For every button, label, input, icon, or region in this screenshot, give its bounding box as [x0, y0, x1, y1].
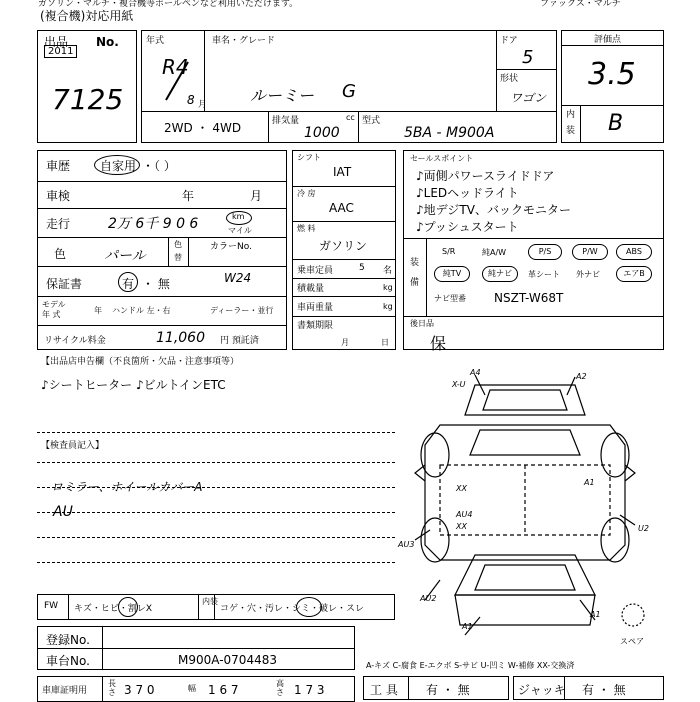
- tools-label: 工 具: [370, 683, 398, 697]
- height-value: 1 7 3: [294, 683, 325, 697]
- year-label: 年式: [146, 36, 165, 46]
- vehicle-grade: G: [342, 81, 356, 102]
- cert-row: [37, 676, 355, 702]
- ac-label: 冷 房: [297, 189, 316, 198]
- shaken-month: 月: [250, 189, 263, 203]
- damage-xx-1: XX: [456, 484, 467, 493]
- shift-label: シフト: [297, 153, 321, 162]
- lot-no-label: No.: [96, 35, 119, 49]
- car-diagram: [395, 355, 665, 655]
- registration-box: [37, 626, 355, 670]
- door-label: ドア: [500, 36, 518, 46]
- spec-box: [292, 150, 396, 350]
- damage-au2: AU2: [420, 594, 437, 603]
- shape-label: 形状: [500, 74, 519, 84]
- displacement: 1000: [304, 125, 340, 141]
- capacity-value: 5: [359, 263, 365, 273]
- color-change-2: 替: [174, 253, 182, 262]
- equip-ps: P/S: [528, 244, 562, 260]
- interior-mark: 内装: [202, 597, 218, 606]
- vehicle-box: [141, 30, 557, 143]
- km-unit: km: [232, 212, 245, 221]
- score-label: 評価点: [594, 35, 622, 45]
- score-box: [561, 30, 664, 143]
- docs-label: 書類期限: [297, 321, 334, 331]
- damage-xx-2: XX: [456, 522, 467, 531]
- color-no-label: カラーNo.: [210, 242, 252, 252]
- equip-tv: 純TV: [434, 266, 470, 282]
- damage-a2: A2: [576, 372, 587, 381]
- load-unit: kg: [383, 283, 393, 292]
- score-overall: 3.5: [588, 57, 636, 92]
- history-rest: ・（ ）: [142, 159, 176, 173]
- model-year-unit: 年: [94, 306, 102, 315]
- capacity-unit: 名: [383, 266, 393, 276]
- mileage-value: 2万 6千 9 0 6: [108, 216, 199, 232]
- displacement-label: 排気量: [272, 116, 300, 126]
- color-change-1: 色: [174, 240, 182, 249]
- cc-label: cc: [346, 113, 355, 122]
- notes-text: ♪シートヒーター ♪ビルトインETC: [41, 378, 226, 392]
- year-era: R4: [162, 55, 189, 79]
- jack-value: 有 ・ 無: [582, 683, 626, 697]
- year-month: 8: [187, 93, 195, 107]
- length-label: 長さ: [108, 679, 116, 697]
- equip-leather: 革シート: [528, 270, 560, 279]
- recycle-unit: 円 預託済: [220, 336, 259, 346]
- model-year-label-1: モデル: [42, 300, 66, 309]
- lot-year-label: 2011: [44, 45, 77, 58]
- chassis-number: M900A-0704483: [178, 653, 277, 667]
- interior-defects: コゲ・穴・汚レ・シミ・破レ・スレ: [220, 604, 365, 614]
- rear-value: 保: [430, 334, 447, 353]
- inspector-line-2: AU: [53, 504, 73, 520]
- ac-value: AAC: [329, 201, 354, 215]
- notes-label: 【出品店申告欄（不良箇所・欠品・注意事項等）: [41, 357, 240, 367]
- door-count: 5: [522, 47, 534, 68]
- lot-number: 7125: [52, 83, 124, 116]
- color-value: パール: [104, 248, 146, 264]
- equip-navi: 純ナビ: [482, 266, 518, 282]
- interior-score: B: [608, 111, 624, 136]
- fw-text: キズ・ヒビ・割レX: [74, 604, 152, 614]
- interior-label-1: 内: [566, 110, 576, 120]
- equip-aw: 純A/W: [482, 248, 507, 257]
- color-label: 色: [54, 247, 67, 261]
- equip-pw: P/W: [572, 244, 608, 260]
- recycle-label: リサイクル料金: [44, 336, 106, 346]
- equipment-label-1: 装: [410, 258, 420, 268]
- width-value: 1 6 7: [208, 683, 239, 697]
- inspector-label: 【検査員記入】: [41, 441, 105, 451]
- shift-value: IAT: [333, 165, 352, 179]
- load-label: 積載量: [297, 284, 325, 294]
- docs-month: 月: [341, 338, 349, 347]
- history-private: 自家用: [100, 159, 137, 173]
- header-line2: (複合機)対応用紙: [40, 9, 134, 23]
- notes-area: [37, 352, 395, 593]
- cert-label: 車庫証明用: [42, 686, 88, 696]
- tools-box: [363, 676, 509, 700]
- equipment-label-2: 備: [410, 278, 420, 288]
- shaken-label: 車検: [46, 189, 71, 203]
- lot-prefix: 出品: [44, 35, 69, 49]
- shape-value: ワゴン: [510, 91, 547, 105]
- damage-a1-2: A1: [462, 622, 473, 631]
- header-line1: ガソリン・マルチ・複合機等ボールペンなど利用いただけます。: [38, 0, 299, 9]
- width-label: 幅: [188, 684, 196, 693]
- damage-xu: X-U: [452, 380, 466, 389]
- height-label: 高さ: [276, 679, 284, 697]
- fuel-label: 燃 料: [297, 224, 316, 233]
- history-label: 車歴: [46, 159, 71, 173]
- dealer-type: ディーラー・並行: [210, 306, 274, 315]
- fuel-value: ガソリン: [319, 239, 368, 253]
- warranty-yes: 有: [122, 277, 135, 291]
- damage-a1-1: A1: [584, 478, 595, 487]
- capacity-label: 乗車定員: [297, 266, 334, 276]
- month-suffix: 月: [198, 100, 208, 110]
- type-label: 型式: [362, 116, 381, 126]
- docs-day: 日: [381, 338, 389, 347]
- warranty-no: ・ 無: [142, 277, 170, 291]
- reg-label: 登録No.: [46, 633, 90, 647]
- chassis-label: 車台No.: [46, 654, 90, 668]
- lot-box: [37, 30, 137, 143]
- damage-legend: A-キズ C-腐食 E-エクボ S-サビ U-凹ミ W-補修 XX-交換済: [366, 661, 575, 670]
- jack-label: ジャッキ: [518, 683, 566, 697]
- history-box: [37, 150, 287, 350]
- weight-unit: kg: [383, 302, 393, 311]
- name-label: 車名・グレード: [212, 36, 276, 46]
- weight-label: 車両重量: [297, 303, 334, 313]
- model-year-label-2: 年 式: [42, 310, 61, 319]
- sales-point-1: ♪両側パワースライドドア: [416, 169, 555, 183]
- sales-point-4: ♪プッシュスタート: [416, 220, 519, 234]
- sales-box: [403, 150, 664, 353]
- damage-a4: A4: [470, 368, 481, 377]
- damage-au3: AU3: [398, 540, 415, 549]
- recycle-amount: 11,060: [156, 330, 205, 346]
- inspector-line-1: ロミラー、ホイールカバーA: [51, 480, 203, 494]
- damage-a1-3: A1: [590, 610, 601, 619]
- warranty-label: 保証書: [46, 277, 83, 291]
- shaken-year: 年: [182, 189, 195, 203]
- equip-sr: S/R: [442, 247, 456, 256]
- length-value: 3 7 0: [124, 683, 155, 697]
- sales-point-2: ♪LEDヘッドライト: [416, 186, 519, 200]
- equip-abs: ABS: [616, 244, 652, 260]
- rear-label: 後日品: [410, 319, 434, 328]
- mileage-label: 走行: [46, 217, 71, 231]
- navi-label: ナビ型番: [434, 294, 466, 303]
- handle-side: ハンドル 左・右: [112, 306, 171, 315]
- sales-label: セールスポイント: [410, 154, 474, 163]
- equip-airbag: エアB: [616, 266, 652, 282]
- color-no: W24: [224, 271, 252, 285]
- damage-au4: AU4: [456, 510, 473, 519]
- vehicle-name: ルーミー: [250, 86, 315, 105]
- equip-ext-navi: 外ナビ: [576, 270, 600, 279]
- model-code: 5BA - M900A: [404, 125, 495, 141]
- interior-label-2: 装: [566, 126, 576, 136]
- spare-label: スペア: [620, 637, 644, 646]
- fw-label: FW: [44, 601, 59, 611]
- header-line1b: ファックス・マルチ: [540, 0, 621, 9]
- navi-model: NSZT-W68T: [494, 291, 564, 305]
- jack-box: [513, 676, 664, 700]
- sales-point-3: ♪地デジTV、バックモニター: [416, 203, 571, 217]
- tools-value: 有 ・ 無: [426, 683, 470, 697]
- damage-u2: U2: [638, 524, 649, 533]
- fw-row: [37, 594, 395, 620]
- drive-type: 2WD ・ 4WD: [164, 121, 242, 135]
- mile-unit: マイル: [228, 226, 252, 235]
